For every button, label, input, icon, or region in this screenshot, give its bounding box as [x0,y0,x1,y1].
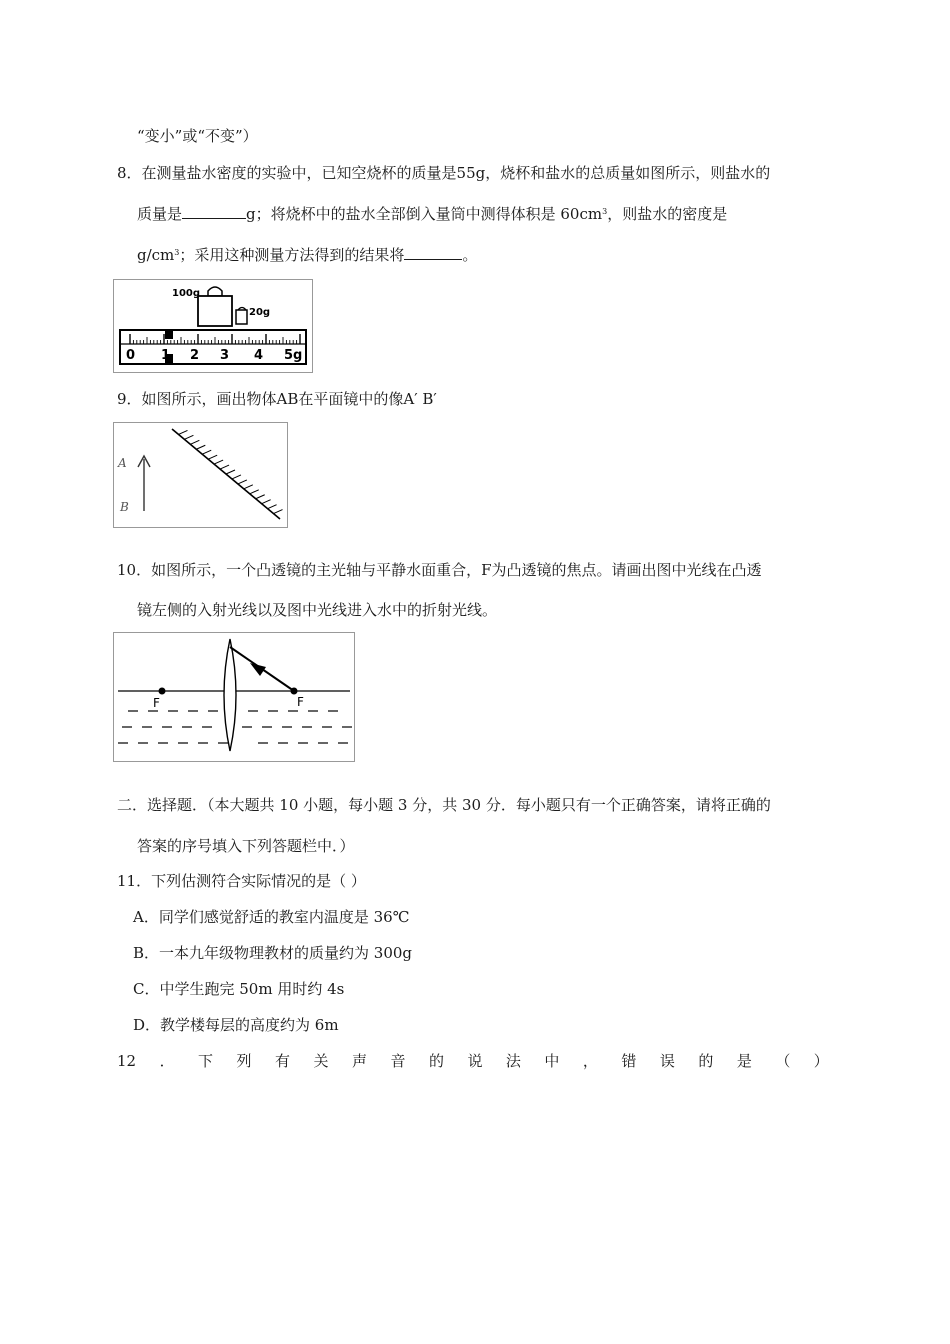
hatch-mark [262,500,271,504]
focus-right-label: F [297,695,304,709]
focus-right-dot [291,688,298,695]
q8-text: 质量是 [137,205,183,223]
q8-text: ，则盐水的密度是 [607,205,728,223]
q12-char: 的 [428,1052,444,1070]
q12-char: 音 [390,1052,406,1070]
hatch-mark [268,505,277,509]
answer-blank[interactable] [404,245,462,260]
tick-label: 3 [220,348,230,363]
lens-drawing [114,633,354,761]
hatch-mark [184,435,193,439]
q12-char: 有 [275,1052,291,1070]
tick-label: 4 [254,348,264,363]
label-b: B [120,500,129,514]
q8-line-2 [137,204,727,224]
q11-option-a[interactable]: A．同学们感觉舒适的教室内温度是 36℃ [133,908,410,926]
ray-arrow [250,663,266,676]
q7-tail-text: “变小”或“不变”） [137,127,258,145]
q12-char: 关 [313,1052,329,1070]
balance-drawing [114,280,312,372]
q12-stem [117,1051,829,1071]
mirror-drawing [114,423,287,527]
convex-lens [224,639,236,751]
hatch-mark [178,430,187,434]
q12-char: 是 [736,1052,752,1070]
q11-stem: 11．下列估测符合实际情况的是（ ） [117,872,366,890]
q12-char: 的 [698,1052,714,1070]
q12-char: ， [582,1052,598,1070]
q12-char: ） [813,1052,829,1070]
mirror-figure [113,422,288,528]
tick-label: 1 [161,348,171,363]
q12-char: 说 [467,1052,483,1070]
q11-option-c[interactable]: C．中学生跑完 50m 用时约 4s [133,980,345,998]
focus-left-label: F [153,696,160,710]
hatch-mark [274,510,283,514]
hatch-mark [244,485,253,489]
q8-text: g；将烧杯中的盐水全部倒入量筒中测得体积是 60cm [246,205,603,223]
q8-text: 。 [462,246,478,264]
label-a: A [118,456,127,470]
weight-100g [198,296,232,326]
superscript: 3 [174,248,180,257]
section-2-heading: 二．选择题．（本大题共 10 小题，每小题 3 分，共 30 分．每小题只有一个正确答案，请将正确的 [117,796,771,814]
lens-figure [113,632,355,762]
q12-char: 误 [659,1052,675,1070]
weight-100g-label: 100g [172,288,201,299]
tick-label: 5g [284,348,303,363]
q11-option-d[interactable]: D．教学楼每层的高度约为 6m [133,1016,339,1034]
superscript: 3 [602,207,608,216]
q11-option-b[interactable]: B．一本九年级物理教材的质量约为 300g [133,944,413,962]
q12-char: ． [159,1052,175,1070]
rider-top [165,330,173,339]
q12-char: 列 [236,1052,252,1070]
q12-char: 下 [198,1052,214,1070]
hatch-mark [238,480,247,484]
hatch-mark [250,490,259,494]
section-2-instructions: 答案的序号填入下列答题栏中．） [137,837,355,855]
balance-figure [113,279,313,373]
hatch-mark [196,445,205,449]
hatch-mark [202,450,211,454]
q12-char: 声 [351,1052,367,1070]
q12-char: 中 [544,1052,560,1070]
q8-text: g/cm [137,246,175,264]
hatch-mark [226,470,235,474]
hatch-mark [232,475,241,479]
mirror-hatching [178,430,282,513]
weight-knob [208,287,222,296]
q12-char: 错 [621,1052,637,1070]
weight-20g-label: 20g [249,307,271,318]
hatch-mark [208,455,217,459]
focus-left-dot [159,688,166,695]
tick-label: 0 [126,348,136,363]
answer-blank[interactable] [182,204,246,219]
q9-text: 9．如图所示，画出物体AB在平面镜中的像A′ B′ [117,390,437,408]
hatch-mark [256,495,265,499]
hatch-mark [214,460,223,464]
hatch-mark [220,465,229,469]
q8-text: ；采用这种测量方法得到的结果将 [179,246,405,264]
tick-label: 2 [190,348,200,363]
q10-line-2: 镜左侧的入射光线以及图中光线进入水中的折射光线。 [137,601,498,619]
q8-line-1: 8．在测量盐水密度的实验中，已知空烧杯的质量是55g，烧杯和盐水的总质量如图所示，则盐水的 [117,164,771,182]
q12-char: （ [775,1052,791,1070]
q8-line-3 [137,245,477,265]
q12-char: 12 [117,1052,137,1070]
q10-line-1: 10．如图所示，一个凸透镜的主光轴与平静水面重合，F为凸透镜的焦点。请画出图中光线在凸透 [117,561,762,579]
scale-beam [120,330,306,364]
weight-20g [236,310,247,324]
hatch-mark [190,440,199,444]
q12-char: 法 [505,1052,521,1070]
